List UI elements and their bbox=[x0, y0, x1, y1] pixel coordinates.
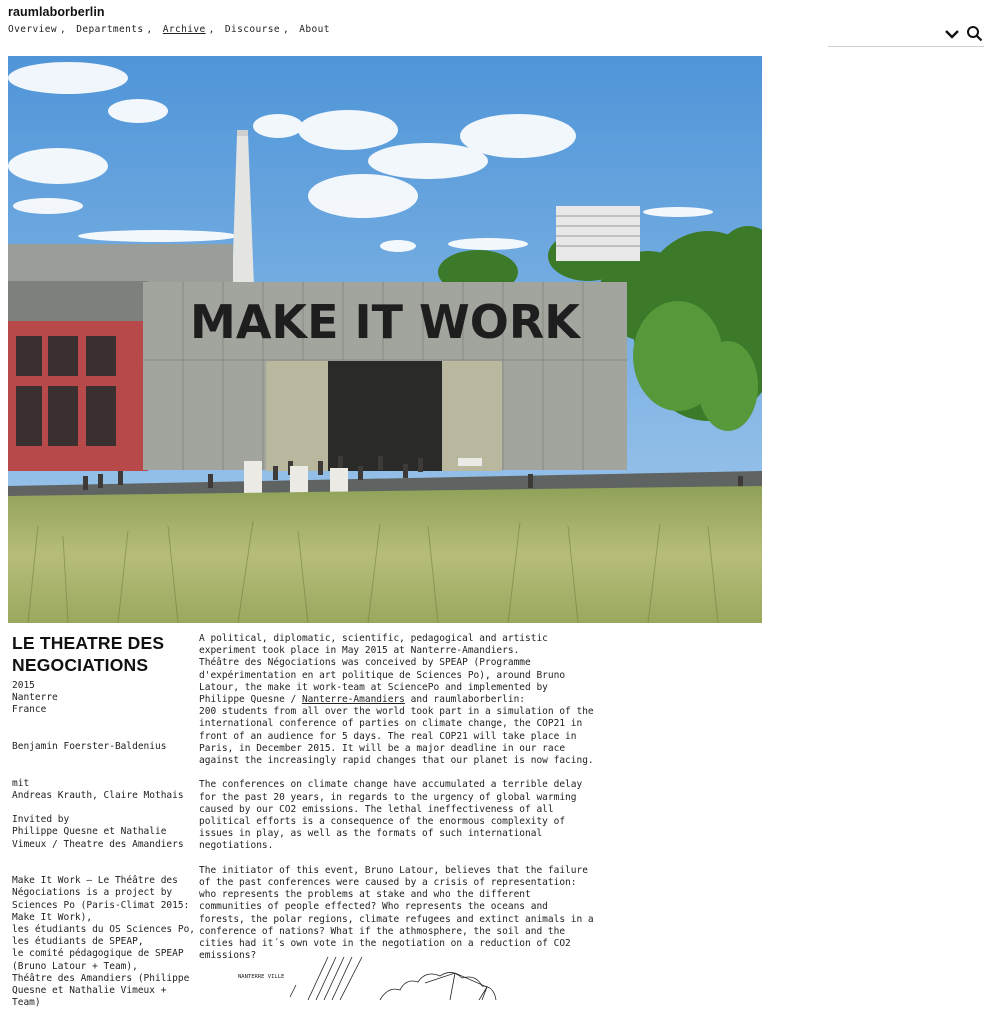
search-bar[interactable] bbox=[828, 22, 984, 47]
paragraph-1-intro: A political, diplomatic, scientific, pedagogical and artistic experiment took place in May 2015 at Nanterre-Amandiers. bbox=[199, 633, 548, 657]
with-label: mit bbox=[12, 777, 30, 789]
paragraph-2: The conferences on climate change have accumulated a terrible delay for the past 20 years, in regards to the urgency of global warming caused by our CO2 emissions. The lethal ineffectiveness of all political efforts is a consequence of the enormous complexity of issues in play, as well as the formats of such international negotiations. bbox=[199, 779, 583, 852]
invited-names: Philippe Quesne et Nathalie Vimeux / Theatre des Amandiers bbox=[12, 826, 184, 850]
nav-about[interactable]: About bbox=[299, 24, 330, 35]
nanterre-amandiers-link[interactable]: Nanterre-Amandiers bbox=[301, 694, 405, 706]
project-description bbox=[199, 633, 599, 975]
paragraph-3: The initiator of this event, Bruno Latour, believes that the failure of the past conferences were caused by a crisis of representation: who represents the problems at stake and who the different communities of people effected? Who represents the oceans and forests, the polar regions, climate refugees and extinct animals in a conference of nations? What if the athmosphere, the soil and the cities had it´s own vote in the negotiation on a reduction of CO2 emissions? bbox=[199, 864, 594, 962]
paragraph-1-speap: Théâtre des Négociations was conceived by SPEAP (Programme d'expérimentation en art politique de Sciences Po), around Bruno Latour, the make it work-team at SciencePo and implemented by Philippe Quesne / bbox=[199, 657, 566, 706]
main-nav bbox=[8, 24, 330, 35]
nav-separator: , bbox=[208, 24, 215, 35]
sign-text: MAKE IT WORK bbox=[190, 295, 580, 349]
site-sketch bbox=[230, 955, 550, 1000]
project-city: Nanterre bbox=[12, 692, 58, 704]
paragraph-1-tail: and raumlaborberlin: bbox=[404, 694, 526, 706]
project-country: France bbox=[12, 704, 47, 716]
paragraph-1-students: 200 students from all over the world took part in a simulation of the international conference of parties on climate change, the COP21 in front of an audience for 5 days. The real COP21 will take place in Paris, in December 2015. It will be a major deadline in our race against the increasingly rapid changes that our planet is now facing. bbox=[199, 706, 594, 767]
nav-overview[interactable]: Overview bbox=[8, 24, 57, 35]
chevron-down-icon[interactable] bbox=[944, 26, 960, 42]
sketch-label: NANTERRE VILLE bbox=[238, 974, 285, 980]
site-logo[interactable]: raumlaborberlin bbox=[8, 5, 105, 19]
nav-discourse[interactable]: Discourse bbox=[224, 24, 280, 35]
project-year: 2015 bbox=[12, 680, 35, 691]
project-team: Benjamin Foerster-Baldenius bbox=[12, 740, 167, 752]
nav-departments[interactable]: Departments bbox=[76, 24, 144, 35]
project-meta bbox=[12, 680, 197, 1009]
hero-photo bbox=[8, 56, 762, 623]
nav-separator: , bbox=[59, 24, 67, 35]
nav-separator: , bbox=[146, 24, 153, 35]
project-credits: Make It Work – Le Théâtre des Négociations is a project by Sciences Po (Paris-Climat 2015: Make It Work), les étudiants du OS Sciences Po, les étudiants de SPEAP, le comité pédagogique de SPEAP (Bruno Latour + Team), Théâtre des Amandiers (Philippe Quesne et Nathalie Vimeux + Team) bbox=[12, 875, 196, 1009]
paragraph-1 bbox=[199, 633, 599, 767]
invited-label: Invited by bbox=[12, 814, 70, 826]
nav-archive[interactable]: Archive bbox=[162, 24, 206, 35]
search-icon[interactable] bbox=[966, 25, 983, 42]
project-title: LE THEATRE DES NEGOCIATIONS bbox=[12, 633, 165, 675]
with-names: Andreas Krauth, Claire Mothais bbox=[12, 789, 184, 801]
nav-separator: , bbox=[282, 24, 290, 35]
